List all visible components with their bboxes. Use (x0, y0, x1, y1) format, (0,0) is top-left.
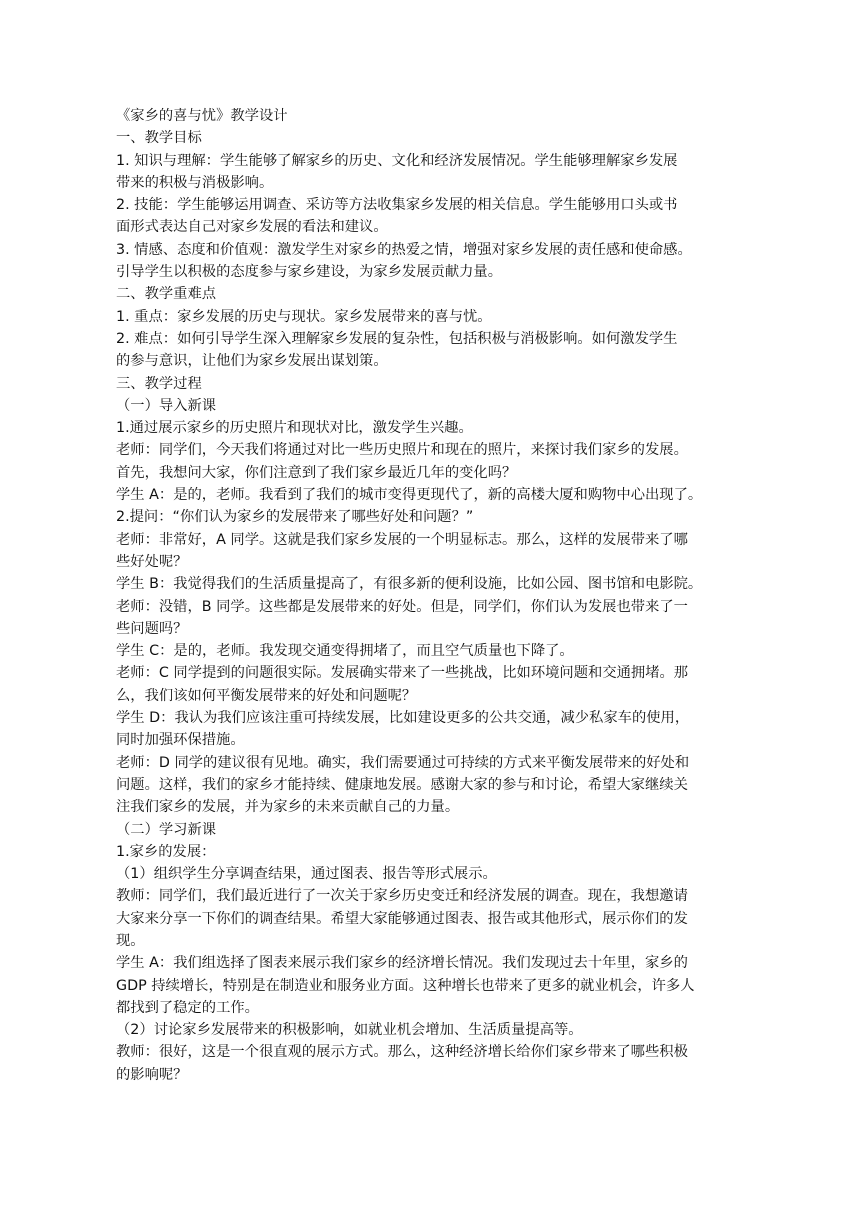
objective-2-line-1: 2. 技能：学生能够运用调查、采访等方法收集家乡发展的相关信息。学生能够用口头或书 (116, 197, 678, 214)
subsection-heading-intro: （一）导入新课 (116, 397, 217, 414)
section-heading-key-points: 二、教学重难点 (116, 286, 217, 303)
student-a-line-1: 学生 A：是的，老师。我看到了我们的城市变得更现代了，新的高楼大厦和购物中心出现了。 (116, 487, 703, 504)
teacher-line-4a: 老师：C 同学提到的问题很实际。发展确实带来了一些挑战，比如环境问题和交通拥堵。那 (116, 665, 689, 682)
teacher-line-2a: 老师：非常好，A 同学。这就是我们家乡发展的一个明显标志。那么，这样的发展带来了哪 (116, 531, 688, 548)
teacher-line-6b: 大家来分享一下你们的调查结果。希望大家能够通过图表、报告或其他形式，展示你们的发 (116, 910, 688, 927)
objective-1-line-1: 1. 知识与理解：学生能够了解家乡的历史、文化和经济发展情况。学生能够理解家乡发展 (116, 152, 678, 169)
teacher-line-3a: 老师：没错，B 同学。这些都是发展带来的好处。但是，同学们，你们认为发展也带来了一 (116, 598, 688, 615)
teacher-line-5b: 问题。这样，我们的家乡才能持续、健康地发展。感谢大家的参与和讨论，希望大家继续关 (116, 776, 688, 793)
new-lesson-step-1a: （1）组织学生分享调查结果，通过图表、报告等形式展示。 (116, 866, 497, 883)
student-d-line-1b: 同时加强环保措施。 (116, 732, 245, 749)
teacher-line-4b: 么，我们该如何平衡发展带来的好处和问题呢？ (116, 687, 417, 704)
student-a-line-2c: 都找到了稳定的工作。 (116, 999, 259, 1016)
teacher-line-3b: 些问题吗？ (116, 620, 188, 637)
teacher-line-1b: 首先，我想问大家，你们注意到了我们家乡最近几年的变化吗？ (116, 464, 517, 481)
section-heading-process: 三、教学过程 (116, 375, 202, 392)
objective-2-line-2: 面形式表达自己对家乡发展的看法和建议。 (116, 219, 388, 236)
intro-step-2: 2.提问：“你们认为家乡的发展带来了哪些好处和问题？” (116, 509, 474, 526)
student-a-line-2b: GDP 持续增长，特别是在制造业和服务业方面。这种增长也带来了更多的就业机会，许多人 (116, 977, 695, 994)
teacher-line-7b: 的影响呢？ (116, 1066, 188, 1083)
teacher-line-1a: 老师：同学们，今天我们将通过对比一些历史照片和现在的照片，来探讨我们家乡的发展。 (116, 442, 688, 459)
document-title: 《家乡的喜与忧》教学设计 (116, 108, 288, 124)
teacher-line-5c: 注我们家乡的发展，并为家乡的未来贡献自己的力量。 (116, 799, 460, 816)
new-lesson-step-1b: （2）讨论家乡发展带来的积极影响，如就业机会增加、生活质量提高等。 (116, 1022, 583, 1039)
teacher-line-2b: 些好处呢？ (116, 553, 188, 570)
student-a-line-2a: 学生 A：我们组选择了图表来展示我们家乡的经济增长情况。我们发现过去十年里，家乡的 (116, 955, 688, 972)
subsection-heading-new-lesson: （二）学习新课 (116, 821, 217, 838)
teacher-line-6a: 教师：同学们，我们最近进行了一次关于家乡历史变迁和经济发展的调查。现在，我想邀请 (116, 888, 688, 905)
student-c-line-1: 学生 C：是的，老师。我发现交通变得拥堵了，而且空气质量也下降了。 (116, 643, 574, 660)
teacher-line-6c: 现。 (116, 932, 145, 949)
student-b-line-1: 学生 B：我觉得我们的生活质量提高了，有很多新的便利设施，比如公园、图书馆和电影院。 (116, 576, 703, 593)
objective-3-line-2: 引导学生以积极的态度参与家乡建设，为家乡发展贡献力量。 (116, 264, 503, 281)
intro-step-1: 1.通过展示家乡的历史照片和现状对比，激发学生兴趣。 (116, 420, 473, 437)
teacher-line-5a: 老师：D 同学的建议很有见地。确实，我们需要通过可持续的方式来平衡发展带来的好处和 (116, 754, 690, 771)
section-heading-objectives: 一、教学目标 (116, 130, 202, 147)
new-lesson-step-1: 1.家乡的发展： (116, 843, 216, 860)
objective-3-line-1: 3. 情感、态度和价值观：激发学生对家乡的热爱之情，增强对家乡发展的责任感和使命感。 (116, 241, 692, 258)
key-point-1: 1. 重点：家乡发展的历史与现状。家乡发展带来的喜与忧。 (116, 308, 492, 325)
student-d-line-1a: 学生 D：我认为我们应该注重可持续发展，比如建设更多的公共交通，减少私家车的使用， (116, 710, 690, 727)
teacher-line-7a: 教师：很好，这是一个很直观的展示方式。那么，这种经济增长给你们家乡带来了哪些积极 (116, 1044, 688, 1061)
document-page (116, 105, 741, 1086)
key-point-2-line-1: 2. 难点：如何引导学生深入理解家乡发展的复杂性，包括积极与消极影响。如何激发学生 (116, 330, 678, 347)
key-point-2-line-2: 的参与意识，让他们为家乡发展出谋划策。 (116, 353, 388, 370)
objective-1-line-2: 带来的积极与消极影响。 (116, 174, 274, 191)
